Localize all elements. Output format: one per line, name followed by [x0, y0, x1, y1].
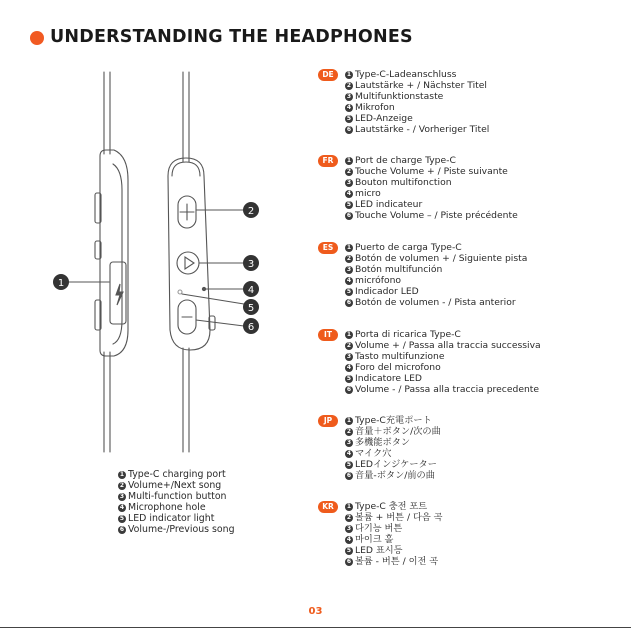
list-item: 1 Type-C charging port	[119, 469, 226, 480]
list-item: 6 Volume-/Previous song	[119, 524, 235, 535]
language-badge: KR	[318, 501, 338, 513]
front-remote-edge	[172, 162, 200, 176]
language-badge: FR	[318, 155, 338, 167]
list-item: 6 Volume - / Passa alla traccia precedente	[346, 384, 540, 395]
list-item: 5 Indicatore LED	[346, 373, 422, 384]
list-item: 3 Multi-function button	[119, 491, 227, 502]
list-item: 2 Touche Volume + / Piste suivante	[346, 166, 508, 177]
list-item: 5 LED indicator light	[119, 513, 215, 524]
list-item: 4 Mikrofon	[346, 102, 395, 113]
callout-4: 4	[247, 285, 255, 296]
list-item: 3 다기능 버튼	[346, 523, 403, 534]
list-item: 3 Botón multifunción	[346, 264, 443, 275]
callout-2: 2	[247, 206, 255, 217]
list-item: 1 Type-C充電ポート	[346, 415, 432, 426]
parts-list	[345, 242, 527, 308]
list-item: 1 Porta di ricarica Type-C	[346, 329, 461, 340]
side-cable-top	[104, 72, 110, 154]
callout-5: 5	[247, 303, 255, 314]
list-item: 1 Port de charge Type-C	[346, 155, 456, 166]
side-cable-bottom	[104, 352, 110, 452]
english-parts-list	[118, 469, 235, 535]
list-item: 1 Type-C 충전 포트	[346, 501, 428, 512]
list-item: 1 Puerto de carga Type-C	[346, 242, 462, 253]
page-title: UNDERSTANDING THE HEADPHONES	[50, 27, 413, 47]
list-item: 5 LED indicateur	[346, 199, 423, 210]
front-cable-top	[183, 72, 189, 162]
list-item: 2 Volume+/Next song	[119, 480, 222, 491]
list-item: 2 볼륨 + 버튼 / 다음 곡	[346, 512, 443, 523]
list-item: 6 音量-ボタン/前の曲	[346, 470, 435, 481]
leader-line-6	[196, 320, 244, 326]
page-number: 03	[308, 606, 323, 617]
callout-1: 1	[57, 278, 65, 289]
callout-6: 6	[247, 322, 255, 333]
language-badge: JP	[318, 415, 338, 427]
parts-list	[345, 501, 443, 567]
list-item: 5 LED-Anzeige	[346, 113, 413, 124]
language-badge: DE	[318, 69, 338, 81]
list-item: 6 Lautstärke - / Vorheriger Titel	[346, 124, 490, 135]
microphone-hole	[202, 287, 205, 290]
callout-3: 3	[247, 259, 255, 270]
list-item: 6 볼륨 - 버튼 / 이전 곡	[346, 556, 439, 567]
parts-list	[345, 155, 518, 221]
parts-list	[345, 69, 489, 135]
list-item: 3 Tasto multifunzione	[346, 351, 445, 362]
list-item: 3 Bouton multifonction	[346, 177, 452, 188]
list-item: 2 音量＋ボタン/次の曲	[346, 426, 441, 437]
bottom-divider	[0, 627, 631, 628]
language-badge: ES	[318, 242, 338, 254]
list-item: 1 Type-C-Ladeanschluss	[346, 69, 457, 80]
list-item: 6 Touche Volume – / Piste précédente	[346, 210, 518, 221]
list-item: 5 LED 표시등	[346, 545, 403, 556]
list-item: 6 Botón de volumen - / Pista anterior	[346, 297, 516, 308]
leader-line-5	[182, 294, 244, 304]
parts-list	[345, 329, 541, 395]
list-item: 4 Foro del microfono	[346, 362, 441, 373]
list-item: 3 Multifunktionstaste	[346, 91, 444, 102]
list-item: 5 Indicador LED	[346, 286, 419, 297]
side-remote-body	[100, 150, 128, 356]
language-badge: IT	[318, 329, 338, 341]
list-item: 4 マイク穴	[346, 448, 392, 459]
list-item: 2 Volume + / Passa alla traccia successiva	[346, 340, 541, 351]
list-item: 2 Lautstärke + / Nächster Titel	[346, 80, 487, 91]
side-remote-inner	[113, 164, 122, 344]
list-item: 4 마이크 홀	[346, 534, 394, 545]
list-item: 5 LEDインジケーター	[346, 459, 437, 470]
list-item: 3 多機能ボタン	[346, 437, 411, 448]
led-indicator	[178, 290, 182, 294]
list-item: 4 Microphone hole	[119, 502, 206, 513]
list-item: 4 micrófono	[346, 275, 402, 286]
parts-list	[345, 415, 441, 481]
multi-function-button	[177, 252, 199, 274]
list-item: 2 Botón de volumen + / Siguiente pista	[346, 253, 528, 264]
front-cable-bottom	[183, 348, 189, 452]
list-item: 4 micro	[346, 188, 381, 199]
